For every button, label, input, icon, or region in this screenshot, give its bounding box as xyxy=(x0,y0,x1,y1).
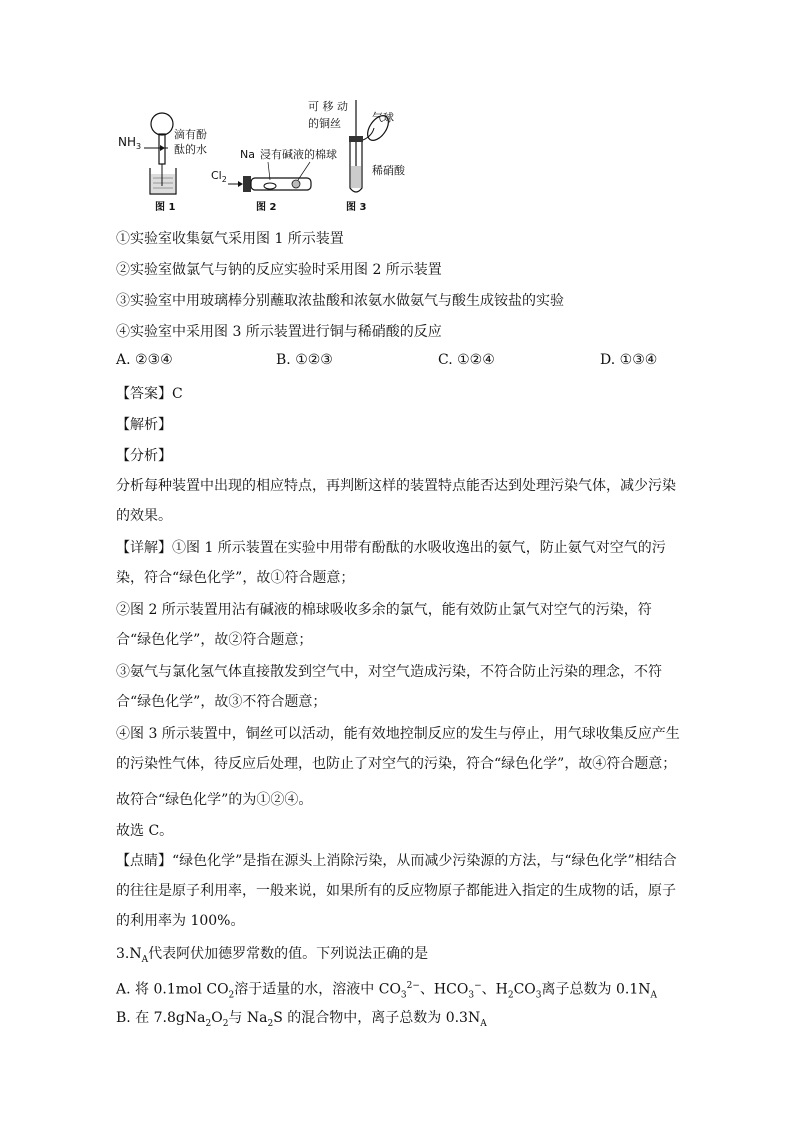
note-text: 【点睛】“绿色化学”是指在源头上消除污染，从而减少污染源的方法，与“绿色化学”相结合的往往是原子利用率，一般来说，如果所有的反应物原子都能进入指定的生成物的话，原子的利用率为 100%。 xyxy=(116,853,677,929)
question-3-option-b: B. 在 $7.8gNa_2O_2$与 $Na_2S$ 的混合物中，离子总数为 $0.3N_A$ xyxy=(116,1010,487,1029)
statement-4: ④实验室中采用图 3 所示装置进行铜与稀硝酸的反应 xyxy=(116,324,442,340)
conclusion: 故符合“绿色化学”的为①②④。 xyxy=(116,792,313,808)
question-3-stem: $3.N_A$代表阿伏加德罗常数的值。下列说法正确的是 xyxy=(116,946,429,965)
option-d: D. ①③④ xyxy=(600,352,658,368)
jiexi-heading: 【解析】 xyxy=(116,417,172,433)
fig3-wire-line1: 可 移 动 xyxy=(308,100,348,113)
detail-4: ④图 3 所示装置中，铜丝可以活动，能有效地控制反应的发生与停止，用气球收集反应产生的污染性气体，待反应后处理，也防止了对空气的污染，符合“绿色化学”，故④符合题意； xyxy=(116,726,680,772)
question-3-option-a: A. 将 0.1mol $CO_2$溶于适量的水，溶液中 $CO_3^{2-}$、$HCO_3^-$、$H_2CO_3$离子总数为 $0.1N_A$ xyxy=(116,981,657,1001)
apparatus-figure xyxy=(110,96,410,216)
fig1-label-line1: 滴有酚 xyxy=(174,128,207,141)
analysis-text: 分析每种装置中出现的相应特点，再判断这样的装置特点能否达到处理污染气体，减少污染的效果。 xyxy=(116,478,676,524)
fig2-cotton-label: 浸有碱液的棉球 xyxy=(260,148,337,161)
option-c: C. ①②④ xyxy=(438,352,495,368)
fig1-label-line2: 酞的水 xyxy=(174,143,207,156)
statement-1: ①实验室收集氨气采用图 1 所示装置 xyxy=(116,231,344,247)
fig1-nh3-label: $NH_3$ xyxy=(118,135,142,151)
option-b: B. ①②③ xyxy=(276,352,333,368)
detail-2: ②图 2 所示装置用沾有碱液的棉球吸收多余的氯气，能有效防止氯气对空气的污染，符合“绿色化学”，故②符合题意； xyxy=(116,602,652,648)
fig3-balloon-label: 气球 xyxy=(372,111,394,124)
option-a: A. ②③④ xyxy=(116,352,173,368)
figure-1 xyxy=(118,113,207,213)
fenxi-heading: 【分析】 xyxy=(116,448,172,464)
statement-2: ②实验室做氯气与钠的反应实验时采用图 2 所示装置 xyxy=(116,262,442,278)
fig3-wire-line2: 的铜丝 xyxy=(308,117,341,130)
fig2-caption: 图 2 xyxy=(256,202,277,213)
detail-3: ③氨气与氯化氢气体直接散发到空气中，对空气造成污染，不符合防止污染的理念，不符合“绿色化学”，故③不符合题意； xyxy=(116,664,662,710)
fig2-na-label: Na xyxy=(240,148,255,161)
statement-3: ③实验室中用玻璃棒分别蘸取浓盐酸和浓氨水做氨气与酸生成铵盐的实验 xyxy=(116,293,564,309)
choose: 故选 C。 xyxy=(116,823,174,839)
answer: 【答案】C xyxy=(116,386,183,402)
fig3-acid-label: 稀硝酸 xyxy=(372,164,405,177)
detail-1: 【详解】①图 1 所示装置在实验中用带有酚酞的水吸收逸出的氨气，防止氨气对空气的污染，符合“绿色化学”，故①符合题意； xyxy=(116,540,666,586)
fig3-caption: 图 3 xyxy=(346,202,367,213)
figure-2 xyxy=(211,147,337,213)
fig2-cl2-label: $Cl_2$ xyxy=(211,169,227,184)
fig1-caption: 图 1 xyxy=(155,202,176,213)
